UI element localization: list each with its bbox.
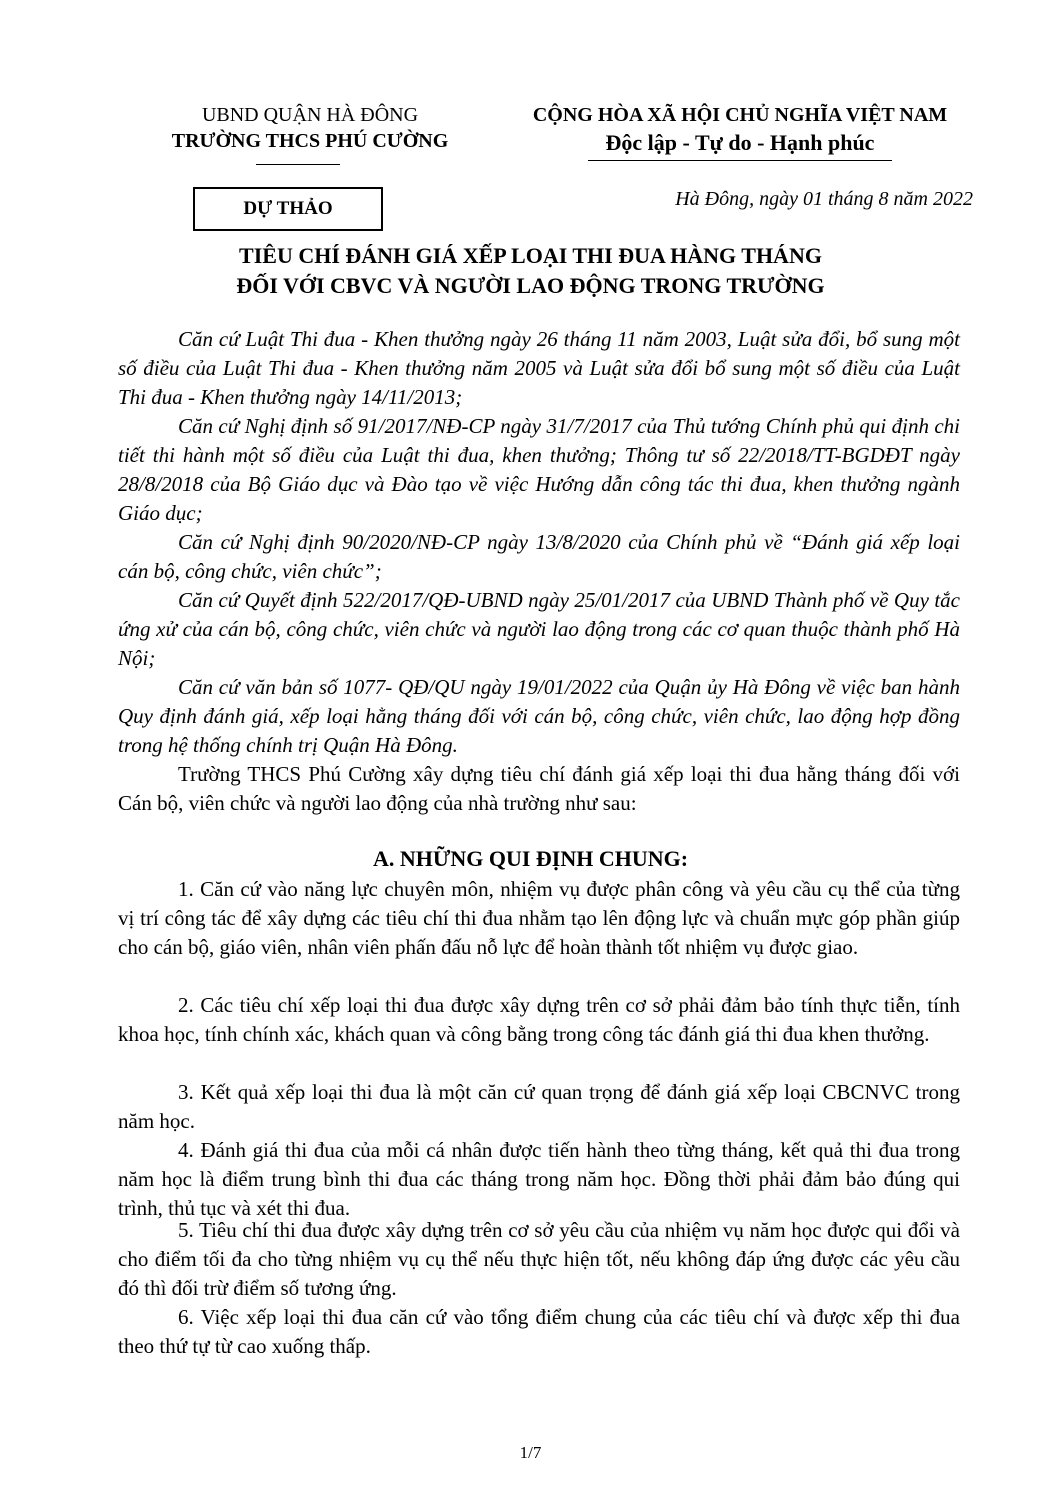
rule-item-6: 6. Việc xếp loại thi đua căn cứ vào tổng điểm chung của các tiêu chí và được xếp thi đua theo thứ tự từ cao xuống thấp. — [118, 1305, 960, 1358]
legal-basis-4: Căn cứ Quyết định 522/2017/QĐ-UBND ngày 25/01/2017 của UBND Thành phố về Quy tắc ứng xử của cán bộ, công chức, viên chức và người lao động trong các cơ quan thuộc thành phố Hà Nội; — [118, 588, 960, 670]
document-title-line2: ĐỐI VỚI CBVC VÀ NGƯỜI LAO ĐỘNG TRONG TRƯỜNG — [236, 273, 825, 298]
agency-name: UBND QUẬN HÀ ĐÔNG — [201, 104, 419, 126]
section-a-heading: A. NHỮNG QUI ĐỊNH CHUNG: — [372, 846, 689, 871]
draft-stamp: DỰ THẢO — [193, 187, 383, 231]
rule-item-2: 2. Các tiêu chí xếp loại thi đua được xây dựng trên cơ sở phải đảm bảo tính thực tiễn, tính khoa học, tính chính xác, khách quan và công bằng trong công tác đánh giá thi đua khen thưởng. — [118, 993, 960, 1046]
document-date: Hà Đông, ngày 01 tháng 8 năm 2022 — [675, 188, 973, 210]
rule-item-5: 5. Tiêu chí thi đua được xây dựng trên cơ sở yêu cầu của nhiệm vụ năm học được qui đổi và cho điểm tối đa cho từng nhiệm vụ cụ thể nếu thực hiện tốt, nếu không đáp ứng được các yêu cầu đó thì đối trừ điểm số tương ứng. — [118, 1218, 960, 1300]
legal-basis-5: Căn cứ văn bản số 1077- QĐ/QU ngày 19/01/2022 của Quận ủy Hà Đông về việc ban hành Quy định đánh giá, xếp loại hằng tháng đối với cán bộ, công chức, viên chức, lao động hợp đồng trong hệ thống chính trị Quận Hà Đông. — [118, 675, 960, 757]
legal-basis-1: Căn cứ Luật Thi đua - Khen thưởng ngày 26 tháng 11 năm 2003, Luật sửa đổi, bổ sung một số điều của Luật Thi đua - Khen thưởng năm 2005 và Luật sửa đổi bổ sung một số điều của Luật Thi đua - Khen thưởng ngày 14/11/2013; — [118, 327, 960, 409]
national-header-block — [490, 102, 990, 158]
page-number: 1/7 — [519, 1443, 542, 1462]
rule-item-3: 3. Kết quả xếp loại thi đua là một căn cứ quan trọng để đánh giá xếp loại CBCNVC trong năm học. — [118, 1080, 960, 1133]
national-motto: Độc lập - Tự do - Hạnh phúc — [605, 130, 875, 155]
intro-paragraph: Trường THCS Phú Cường xây dựng tiêu chí đánh giá xếp loại thi đua hằng tháng đối với Cán bộ, viên chức và người lao động của nhà trường như sau: — [118, 762, 960, 815]
rule-item-4: 4. Đánh giá thi đua của mỗi cá nhân được tiến hành theo từng tháng, kết quả thi đua trong năm học là điểm trung bình thi đua các tháng trong năm học. Đồng thời phải đảm bảo đúng qui trình, thủ tục và xét thi đua. — [118, 1138, 960, 1220]
issuing-agency-block — [130, 102, 490, 154]
legal-basis-3: Căn cứ Nghị định 90/2020/NĐ-CP ngày 13/8/2020 của Chính phủ về “Đánh giá xếp loại cán bộ, công chức, viên chức”; — [118, 530, 960, 583]
document-title-line1: TIÊU CHÍ ĐÁNH GIÁ XẾP LOẠI THI ĐUA HÀNG THÁNG — [239, 243, 822, 268]
left-header-rule — [256, 164, 340, 165]
republic-name: CỘNG HÒA XÃ HỘI CHỦ NGHĨA VIỆT NAM — [532, 104, 948, 126]
legal-basis-2: Căn cứ Nghị định số 91/2017/NĐ-CP ngày 31/7/2017 của Thủ tướng Chính phủ qui định chi tiết thi hành một số điều của Luật thi đua, khen thưởng; Thông tư số 22/2018/TT-BGDĐT ngày 28/8/2018 của Bộ Giáo dục và Đào tạo về việc Hướng dẫn công tác thi đua, khen thưởng ngành Giáo dục; — [118, 414, 960, 525]
school-name: TRƯỜNG THCS PHÚ CƯỜNG — [171, 130, 449, 152]
right-header-rule — [588, 160, 892, 161]
rule-item-1: 1. Căn cứ vào năng lực chuyên môn, nhiệm vụ được phân công và yêu cầu cụ thể của từng vị trí công tác để xây dựng các tiêu chí thi đua nhằm tạo lên động lực và chuẩn mực góp phần giúp cho cán bộ, giáo viên, nhân viên phấn đấu nỗ lực để hoàn thành tốt nhiệm vụ được giao. — [118, 877, 960, 959]
